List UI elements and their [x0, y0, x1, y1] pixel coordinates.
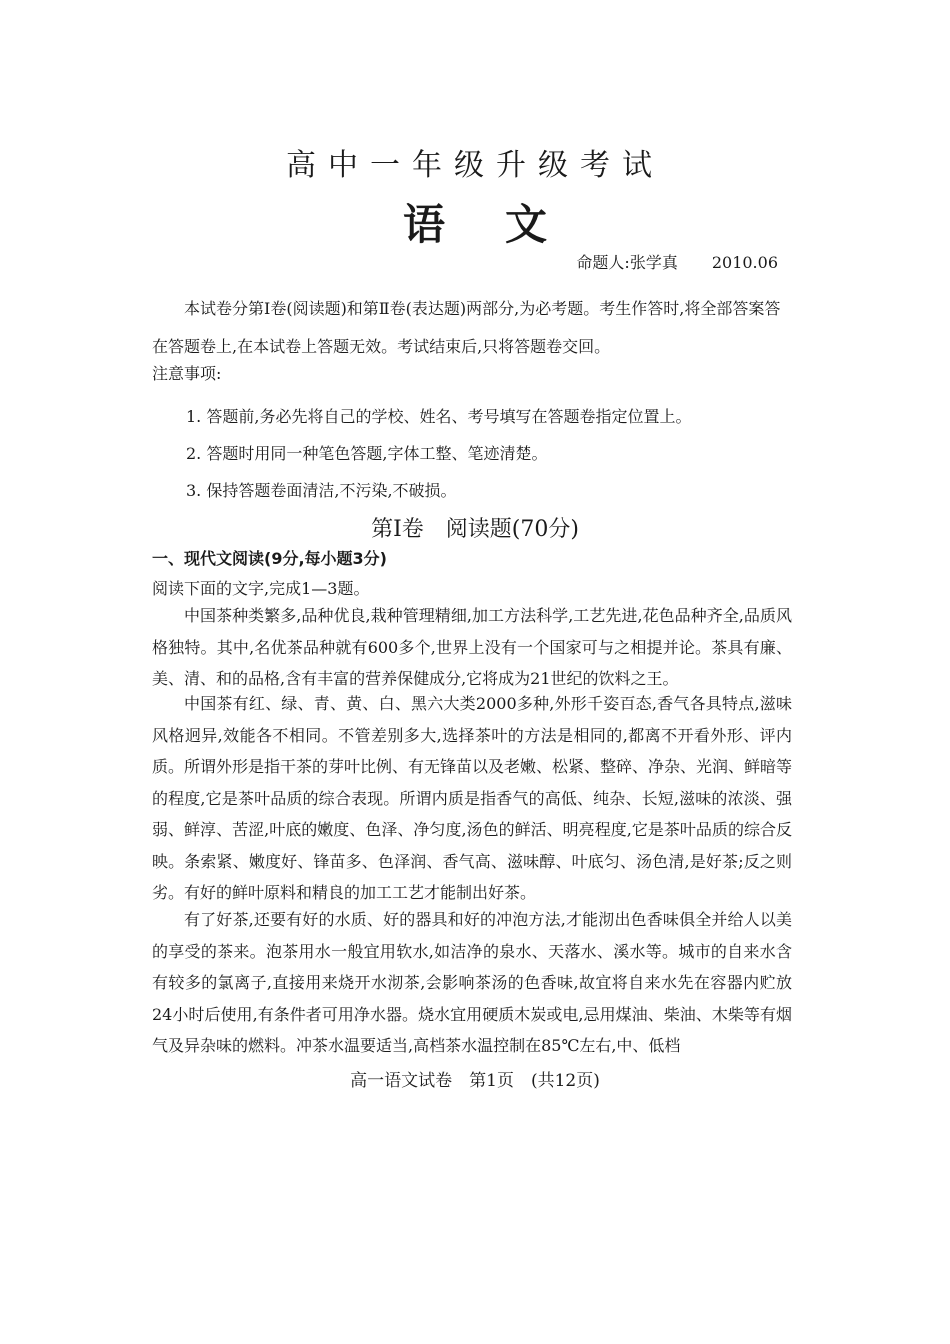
passage-paragraph: 中国茶种类繁多,品种优良,栽种管理精细,加工方法科学,工艺先进,花色品种齐全,品质风格独特。其中,名优茶品种就有600多个,世界上没有一个国家可与之相提并论。茶具有廉、美、清、和的品格,含有丰富的营养保健成分,它将成为21世纪的饮料之王。 [152, 606, 792, 688]
passage-paragraph: 中国茶有红、绿、青、黄、白、黑六大类2000多种,外形千姿百态,香气各具特点,滋味风格迥异,效能各不相同。不管差别多大,选择茶叶的方法是相同的,都离不开看外形、评内质。所谓外形是指干茶的芽叶比例、有无锋苗以及老嫩、松紧、整碎、净杂、光润、鲜暗等的程度,它是茶叶品质的综合表现。所谓内质是指香气的高低、纯杂、长短,滋味的浓淡、强弱、鲜淳、苦涩,叶底的嫩度、色泽、净匀度,汤色的鲜活、明亮程度,它是茶叶品质的综合反映。条索紧、嫩度好、锋苗多、色泽润、香气高、滋味醇、叶底匀、汤色清,是好茶;反之则劣。有好的鲜叶原料和精良的加工工艺才能制出好茶。 [152, 694, 793, 902]
exam-title: 高中一年级升级考试 [286, 148, 664, 183]
author: 命题人:张学真 [576, 253, 678, 272]
exam-date: 2010.06 [711, 253, 778, 272]
reading-instruction: 阅读下面的文字,完成1—3题。 [152, 579, 370, 598]
section-title: 第Ⅰ卷 阅读题(70分) [371, 517, 579, 542]
notice-item: 3. 保持答题卷面清洁,不污染,不破损。 [186, 481, 457, 500]
notice-item: 1. 答题前,务必先将自己的学校、姓名、考号填写在答题卷指定位置上。 [186, 407, 692, 426]
notice-title: 注意事项: [152, 364, 222, 383]
part-heading: 一、现代文阅读(9分,每小题3分) [152, 549, 387, 568]
page-footer: 高一语文试卷 第1页 (共12页) [350, 1071, 600, 1091]
author-line [576, 250, 778, 273]
intro-paragraph: 本试卷分第Ⅰ卷(阅读题)和第Ⅱ卷(表达题)两部分,为必考题。考生作答时,将全部答案答在答题卷上,在本试卷上答题无效。考试结束后,只将答题卷交回。 [152, 299, 781, 356]
passage-paragraph: 有了好茶,还要有好的水质、好的器具和好的冲泡方法,才能沏出色香味俱全并给人以美的享受的茶来。泡茶用水一般宜用软水,如洁净的泉水、天落水、溪水等。城市的自来水含有较多的氯离子,直接用来烧开水沏茶,会影响茶汤的色香味,故宜将自来水先在容器内贮放24小时后使用,有条件者可用净水器。烧水宜用硬质木炭或电,忌用煤油、柴油、木柴等有烟气及异杂味的燃料。冲茶水温要适当,高档茶水温控制在85℃左右,中、低档 [152, 910, 792, 1055]
notice-list [186, 398, 691, 509]
subject-title: 语文 [402, 200, 607, 249]
notice-item: 2. 答题时用同一种笔色答题,字体工整、笔迹清楚。 [186, 444, 548, 463]
